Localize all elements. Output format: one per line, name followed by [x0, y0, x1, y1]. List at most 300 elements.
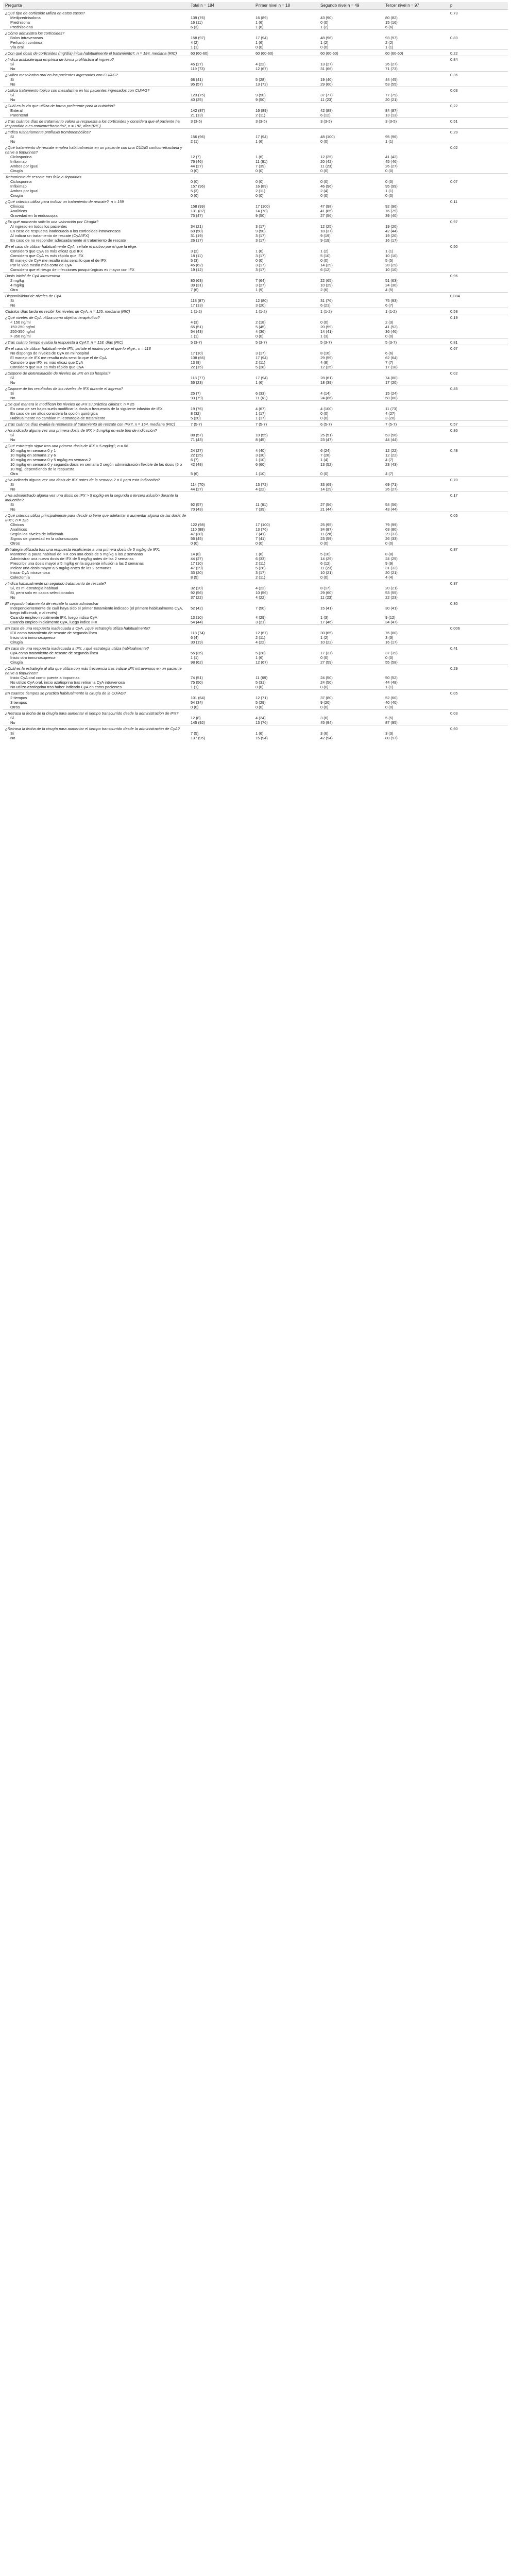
total-cell	[189, 710, 253, 716]
primer-nivel-cell: 12 (67)	[256, 66, 268, 71]
segundo-nivel-cell	[318, 580, 383, 586]
p-value-cell: 0,05	[448, 690, 508, 696]
primer-nivel-cell: 11 (61)	[256, 396, 268, 400]
tercer-nivel-cell: 26 (27)	[385, 164, 398, 168]
tercer-nivel-cell: 55 (58)	[385, 660, 398, 665]
total-cell	[189, 174, 253, 180]
p-value-cell: 0,22	[448, 50, 508, 56]
total-cell	[189, 580, 253, 586]
question-label: Estrategia utilizada tras una respuesta insuficiente a una primera dosis de 5 mg/kg de IFX:	[3, 546, 189, 552]
p-value-cell	[448, 541, 508, 546]
primer-nivel-cell: 2 (11)	[256, 561, 266, 566]
total-cell: 22 (15)	[191, 365, 203, 369]
segundo-nivel-cell: 1 (3)	[320, 615, 329, 620]
answer-row	[3, 615, 508, 620]
total-cell	[189, 273, 253, 279]
question-label: ¿Utiliza mesalazina oral en los pacientes ingresados con CU/AG?	[3, 72, 189, 78]
primer-nivel-cell	[253, 580, 318, 586]
answer-label: 2 tiempos	[10, 696, 27, 700]
question-row	[3, 174, 508, 180]
p-value-cell	[448, 380, 508, 385]
segundo-nivel-cell: 10 (29)	[320, 283, 333, 287]
total-cell: 44 (27)	[191, 164, 203, 168]
primer-nivel-cell	[253, 345, 318, 351]
question-row	[3, 30, 508, 36]
total-cell	[189, 370, 253, 376]
answer-label: Al ingreso en todos los pacientes	[10, 224, 67, 229]
tercer-nivel-cell: 84 (87)	[385, 108, 398, 113]
question-label: ¿Con qué dosis de corticoides (mg/día) inicia habitualmente el tratamiento?, n = 184, mediana (RIC)	[3, 50, 189, 56]
p-value-cell	[448, 82, 508, 87]
p-value-cell	[448, 134, 508, 139]
answer-row	[3, 253, 508, 258]
segundo-nivel-cell	[318, 401, 383, 407]
answer-row	[3, 522, 508, 527]
total-cell: 3 (2)	[191, 249, 199, 253]
segundo-nivel-cell: 42 (88)	[320, 108, 333, 113]
total-cell: 1 (1)	[191, 45, 199, 49]
primer-nivel-cell	[253, 87, 318, 93]
question-row	[3, 625, 508, 631]
tercer-nivel-cell: 4 (5)	[385, 287, 394, 292]
p-value-cell	[448, 396, 508, 401]
segundo-nivel-cell: 11 (23)	[320, 566, 333, 570]
p-value-cell	[448, 462, 508, 471]
tercer-nivel-cell: 95 (99)	[385, 184, 398, 189]
total-cell: 118 (74)	[191, 631, 205, 635]
answer-label: El manejo de CyA me resulta más sencillo que el de IFX	[10, 258, 107, 263]
question-row	[3, 725, 508, 732]
tercer-nivel-cell: 1 (1)	[385, 685, 394, 689]
answer-row	[3, 278, 508, 283]
primer-nivel-cell: 5 (28)	[256, 566, 266, 570]
answer-row	[3, 283, 508, 287]
answer-label: Cuando empleo inicialmente IFX, luego indico CyA	[10, 615, 97, 620]
total-cell: 44 (27)	[191, 556, 203, 561]
tercer-nivel-cell: 43 (44)	[385, 507, 398, 512]
segundo-nivel-cell: 3 (6)	[320, 716, 329, 720]
total-cell: 42 (48)	[191, 462, 203, 467]
segundo-nivel-cell	[318, 129, 383, 135]
question-label: ¿Indica antibioterapia empírica de forma profiláctica al ingreso?	[3, 56, 189, 62]
segundo-nivel-cell: 3 (6)	[320, 731, 329, 736]
primer-nivel-cell: 7 (50)	[256, 606, 266, 611]
segundo-nivel-cell: 0 (0)	[320, 471, 329, 476]
p-value-cell	[448, 487, 508, 492]
total-cell: 122 (98)	[191, 522, 205, 527]
primer-nivel-cell	[253, 665, 318, 676]
tercer-nivel-cell	[383, 725, 448, 732]
primer-nivel-cell: 13 (72)	[256, 82, 268, 87]
p-value-cell: 0,36	[448, 72, 508, 78]
answer-row	[3, 97, 508, 103]
primer-nivel-cell: 9 (50)	[256, 97, 266, 102]
answer-label: Iniciar CyA intravenosa	[10, 570, 50, 575]
p-value-cell: 0,97	[448, 218, 508, 225]
primer-nivel-cell	[253, 690, 318, 696]
total-cell	[189, 129, 253, 135]
p-value-cell	[448, 635, 508, 640]
question-row	[3, 546, 508, 552]
answer-label: Independientemente de cuál haya sido el primer tratamiento indicado (el primero habitualmente CyA, luego infliximab, o al revés)	[10, 606, 183, 615]
segundo-nivel-cell: 13 (52)	[320, 462, 333, 467]
total-cell	[189, 443, 253, 449]
answer-label: No	[10, 720, 15, 725]
total-cell: 52 (42)	[191, 606, 203, 611]
total-cell	[189, 492, 253, 503]
answer-label: Metilprednisolona	[10, 15, 41, 20]
total-cell: 75 (47)	[191, 213, 203, 218]
tercer-nivel-cell	[383, 492, 448, 503]
p-value-cell	[448, 437, 508, 443]
segundo-nivel-cell: 37 (80)	[320, 696, 333, 700]
question-row	[3, 645, 508, 651]
tercer-nivel-cell: 3 (3)	[385, 635, 394, 640]
answer-row	[3, 716, 508, 720]
p-value-cell	[448, 329, 508, 334]
primer-nivel-cell	[253, 10, 318, 16]
question-label: Tratamiento de rescate tras fallo a tiopurinas	[3, 174, 189, 180]
segundo-nivel-cell: 6 (24)	[320, 448, 331, 453]
total-cell: 65 (51)	[191, 325, 203, 329]
segundo-nivel-cell: 1 (4)	[320, 457, 329, 462]
total-cell	[189, 198, 253, 205]
question-label: ¿Qué criterios utiliza para indicar un tratamiento de rescate?, n = 159	[3, 198, 189, 205]
segundo-nivel-cell: 14 (29)	[320, 487, 333, 492]
segundo-nivel-cell: 11 (28)	[320, 532, 333, 536]
answer-row	[3, 406, 508, 411]
segundo-nivel-cell: 12 (25)	[320, 224, 333, 229]
total-cell: 114 (70)	[191, 482, 205, 487]
total-cell: 54 (43)	[191, 329, 203, 334]
p-value-cell	[448, 590, 508, 595]
total-cell	[189, 345, 253, 351]
question-label: Disponibilidad de niveles de CyA	[3, 293, 189, 299]
segundo-nivel-cell: 19 (40)	[320, 77, 333, 82]
p-value-cell: 0,83	[450, 36, 458, 40]
total-cell: 119 (73)	[191, 66, 205, 71]
answer-row	[3, 45, 508, 50]
p-value-cell	[448, 184, 508, 189]
question-label: ¿De qué manera le modifican los niveles de IFX su práctica clínica?, n = 25	[3, 401, 189, 407]
p-value-cell	[448, 278, 508, 283]
question-label: El segundo tratamiento de rescate lo suele administrar	[3, 600, 189, 606]
primer-nivel-cell: 17 (94)	[256, 134, 268, 139]
p-value-cell	[448, 159, 508, 164]
p-value-cell	[448, 675, 508, 680]
p-value-cell	[448, 570, 508, 575]
p-value-cell	[448, 20, 508, 25]
answer-label: Ambos por igual	[10, 164, 39, 168]
p-value-cell	[448, 334, 508, 339]
tercer-nivel-cell: 51 (63)	[385, 278, 398, 283]
segundo-nivel-cell	[318, 87, 383, 93]
segundo-nivel-cell: 9 (19)	[320, 233, 331, 238]
answer-label: Considero que el riesgo de infecciones posquirúrgicas es mayor con IFX	[10, 267, 134, 272]
primer-nivel-cell: 0 (0)	[256, 45, 264, 49]
segundo-nivel-cell: 31 (66)	[320, 66, 333, 71]
total-cell	[189, 243, 253, 249]
segundo-nivel-cell: 42 (94)	[320, 736, 333, 740]
segundo-nivel-cell: 0 (0)	[320, 258, 329, 263]
tercer-nivel-cell	[383, 401, 448, 407]
answer-row	[3, 287, 508, 293]
primer-nivel-cell: 3 (30)	[256, 453, 266, 457]
segundo-nivel-cell	[318, 443, 383, 449]
p-value-cell	[448, 651, 508, 655]
question-label: ¿Qué estrategia sigue tras una primera dosis de IFX > 5 mg/kg?, n = 86	[3, 443, 189, 449]
tercer-nivel-cell: 26 (33)	[385, 536, 398, 541]
segundo-nivel-cell: 10 (21)	[320, 570, 333, 575]
answer-row	[3, 238, 508, 243]
primer-nivel-cell: 2 (11)	[256, 575, 266, 580]
p-value-cell	[448, 113, 508, 118]
segundo-nivel-cell: 0 (0)	[320, 179, 329, 184]
total-cell: 131 (82)	[191, 209, 205, 213]
segundo-nivel-cell: 33 (69)	[320, 482, 333, 487]
question-label: ¿Qué criterios utiliza principalmente para decidir si tiene que adelantar o aumentar alguna de las dosis de IFX?, n = 125	[3, 512, 189, 523]
answer-label: Vía oral	[10, 45, 24, 49]
answer-row	[3, 108, 508, 113]
p-value-cell	[448, 696, 508, 700]
total-cell: 75 (50)	[191, 680, 203, 685]
p-value-cell	[448, 209, 508, 213]
primer-nivel-cell	[253, 129, 318, 135]
total-cell: 5 (3-7)	[189, 339, 253, 345]
tercer-nivel-cell	[383, 690, 448, 696]
segundo-nivel-cell	[318, 72, 383, 78]
answer-label: Prescribir una dosis mayor a 5 mg/kg en la siguiente infusión a las 2 semanas	[10, 561, 144, 566]
answer-row	[3, 482, 508, 487]
total-cell	[189, 385, 253, 392]
answer-label: No	[10, 97, 15, 102]
answer-row	[3, 561, 508, 566]
tercer-nivel-cell: 1 (1)	[385, 45, 394, 49]
question-row	[3, 710, 508, 716]
p-value-cell	[448, 263, 508, 267]
primer-nivel-cell	[253, 314, 318, 320]
primer-nivel-cell: 2 (11)	[256, 360, 266, 365]
primer-nivel-cell: 3 (21)	[256, 620, 266, 624]
tercer-nivel-cell: 1 (1)	[385, 249, 394, 253]
answer-label: Otros	[10, 705, 20, 709]
segundo-nivel-cell: 18 (39)	[320, 380, 333, 385]
answer-row	[3, 233, 508, 238]
total-cell: 156 (96)	[191, 134, 205, 139]
tercer-nivel-cell: 13 (13)	[385, 113, 398, 117]
tercer-nivel-cell	[383, 477, 448, 483]
tercer-nivel-cell	[383, 129, 448, 135]
tercer-nivel-cell	[383, 87, 448, 93]
answer-label: Considero que CyA es más rápida que IFX	[10, 253, 84, 258]
primer-nivel-cell: 4 (22)	[256, 62, 266, 66]
tercer-nivel-cell: 42 (44)	[385, 229, 398, 233]
tercer-nivel-cell: 24 (25)	[385, 556, 398, 561]
p-value-cell: 0,45	[448, 385, 508, 392]
tercer-nivel-cell: 12 (22)	[385, 448, 398, 453]
segundo-nivel-cell: 1 (1-2)	[318, 308, 383, 314]
p-value-cell	[448, 155, 508, 159]
answer-row	[3, 606, 508, 615]
question-label: Cuántos días tarda en recibir los niveles de CyA, n = 125, mediana (RIC)	[3, 308, 189, 314]
p-value-cell: 0,48	[450, 448, 458, 453]
primer-nivel-cell: 10 (55)	[256, 433, 268, 437]
answer-row	[3, 334, 508, 339]
tercer-nivel-cell	[383, 665, 448, 676]
p-value-cell	[448, 97, 508, 103]
p-value-cell	[448, 527, 508, 532]
answer-label: CyA como tratamiento de rescate de segunda línea	[10, 651, 98, 655]
tercer-nivel-cell: 37 (39)	[385, 651, 398, 655]
answer-row	[3, 66, 508, 72]
tercer-nivel-cell: 76 (79)	[385, 209, 398, 213]
tercer-nivel-cell: 53 (55)	[385, 590, 398, 595]
p-value-cell	[448, 351, 508, 355]
answer-label: Otra	[10, 471, 18, 476]
total-cell: 55 (35)	[191, 651, 203, 655]
answer-row	[3, 731, 508, 736]
tercer-nivel-cell: 7 (7)	[385, 360, 394, 365]
tercer-nivel-cell	[383, 273, 448, 279]
primer-nivel-cell: 16 (89)	[256, 108, 268, 113]
segundo-nivel-cell: 11 (23)	[320, 97, 333, 102]
tercer-nivel-cell: 36 (46)	[385, 329, 398, 334]
primer-nivel-cell: 15 (94)	[256, 736, 268, 740]
primer-nivel-cell	[253, 370, 318, 376]
answer-row	[3, 640, 508, 645]
answer-label: Gravedad en la endoscopia	[10, 213, 58, 218]
p-value-cell: 0,02	[448, 144, 508, 155]
primer-nivel-cell: 0 (0)	[256, 258, 264, 263]
answer-label: No	[10, 437, 15, 442]
header-tercer-nivel: Tercer nivel n = 97	[383, 2, 448, 10]
answer-row	[3, 179, 508, 184]
total-cell	[189, 665, 253, 676]
tercer-nivel-cell: 44 (48)	[385, 680, 398, 685]
question-label: ¿Indica habitualmente un segundo tratamiento de rescate?	[3, 580, 189, 586]
tercer-nivel-cell: 62 (64)	[385, 355, 398, 360]
p-value-cell	[448, 705, 508, 710]
p-value-cell	[448, 522, 508, 527]
p-value-cell: 0,84	[448, 56, 508, 62]
p-value-cell: 0,29	[448, 129, 508, 135]
tercer-nivel-cell	[383, 198, 448, 205]
question-label: ¿Retrasa la fecha de la cirugía para aumentar el tiempo transcurrido desde la administración de CyA?	[3, 725, 189, 732]
total-cell	[189, 293, 253, 299]
tercer-nivel-cell: 1 (1)	[385, 139, 394, 144]
primer-nivel-cell	[253, 273, 318, 279]
primer-nivel-cell: 7 (39)	[256, 164, 266, 168]
total-cell: 21 (13)	[191, 113, 203, 117]
p-value-cell	[448, 213, 508, 218]
segundo-nivel-cell: 4 (8)	[320, 360, 329, 365]
tercer-nivel-cell: 15 (16)	[385, 20, 398, 25]
p-value-cell	[448, 365, 508, 370]
p-value-cell	[448, 391, 508, 396]
question-label: ¿Tras cuántos días evalúa la respuesta al tratamiento de rescate con IFX?, n = 154, mediana (RIC)	[3, 421, 189, 427]
tercer-nivel-cell: 53 (55)	[385, 82, 398, 87]
question-row	[3, 218, 508, 225]
total-cell: 145 (92)	[191, 720, 205, 725]
segundo-nivel-cell	[318, 645, 383, 651]
tercer-nivel-cell: 40 (40)	[385, 700, 398, 705]
primer-nivel-cell: 9 (50)	[256, 93, 266, 97]
segundo-nivel-cell: 5 (10)	[320, 552, 331, 556]
tercer-nivel-cell: 41 (42)	[385, 155, 398, 159]
answer-row	[3, 329, 508, 334]
segundo-nivel-cell	[318, 243, 383, 249]
tercer-nivel-cell	[383, 580, 448, 586]
primer-nivel-cell	[253, 427, 318, 433]
total-cell: 92 (56)	[191, 590, 203, 595]
primer-nivel-cell: 5 (29)	[256, 700, 266, 705]
question-label: ¿Qué tipo de corticoide utiliza en estos casos?	[3, 10, 189, 16]
total-cell: 5 (3)	[191, 258, 199, 263]
answer-label: No	[10, 507, 15, 512]
question-label: ¿Qué tratamiento de rescate emplea habitualmente en un paciente con una CU/AG corticorrefractaria y naïve a tiopurinas?	[3, 144, 189, 155]
p-value-cell	[448, 233, 508, 238]
total-cell: 31 (19)	[191, 233, 203, 238]
answer-row	[3, 77, 508, 82]
p-value-cell: 0,86	[448, 427, 508, 433]
answer-label: No	[10, 82, 15, 87]
question-label: ¿Ha indicado alguna vez una dosis de IFX antes de la semana 2 o 6 para esta indicación?	[3, 477, 189, 483]
answer-row	[3, 320, 508, 325]
answer-row	[3, 586, 508, 590]
total-cell: 24 (27)	[191, 448, 203, 453]
segundo-nivel-cell: 0 (0)	[320, 411, 329, 416]
primer-nivel-cell: 17 (94)	[256, 376, 268, 380]
total-cell: 54 (44)	[191, 620, 203, 624]
answer-label: Considero que CyA es más eficaz que IFX	[10, 249, 83, 253]
answer-label: Sí	[10, 391, 14, 396]
primer-nivel-cell: 6 (33)	[256, 391, 266, 396]
p-value-cell	[448, 45, 508, 50]
total-cell: 4 (3)	[191, 320, 199, 325]
total-cell: 12 (8)	[191, 716, 201, 720]
header-primer-nivel: Primer nivel n = 18	[253, 2, 318, 10]
tercer-nivel-cell: 26 (27)	[385, 487, 398, 492]
primer-nivel-cell: 14 (78)	[256, 209, 268, 213]
segundo-nivel-cell	[318, 427, 383, 433]
answer-row	[3, 298, 508, 303]
answer-label: 4 mg/kg	[10, 283, 24, 287]
answer-label: Considero que IFX es más rápido que CyA	[10, 365, 84, 369]
total-cell: 5 (20)	[191, 416, 201, 420]
answer-row	[3, 457, 508, 462]
answer-label: No	[10, 139, 15, 144]
p-value-cell: 0,51	[448, 118, 508, 129]
primer-nivel-cell: 1 (17)	[256, 411, 266, 416]
answer-row	[3, 355, 508, 360]
segundo-nivel-cell: 0 (0)	[320, 45, 329, 49]
primer-nivel-cell: 1 (6)	[256, 552, 264, 556]
tercer-nivel-cell	[383, 385, 448, 392]
answer-row	[3, 595, 508, 600]
tercer-nivel-cell: 80 (97)	[385, 736, 398, 740]
answer-label: Cirugía	[10, 193, 23, 198]
answer-label: Sí	[10, 502, 14, 507]
p-value-cell	[448, 482, 508, 487]
p-value-cell	[448, 655, 508, 660]
total-cell	[189, 427, 253, 433]
total-cell	[189, 314, 253, 320]
question-label: ¿Qué niveles de CyA utiliza como objetivo terapéutico?	[3, 314, 189, 320]
question-label: En el caso de utilizar habitualmente CyA, señale el motivo por el que la elige:	[3, 243, 189, 249]
segundo-nivel-cell: 25 (51)	[320, 433, 333, 437]
total-cell: 56 (45)	[191, 536, 203, 541]
total-cell: 6 (4)	[191, 635, 199, 640]
